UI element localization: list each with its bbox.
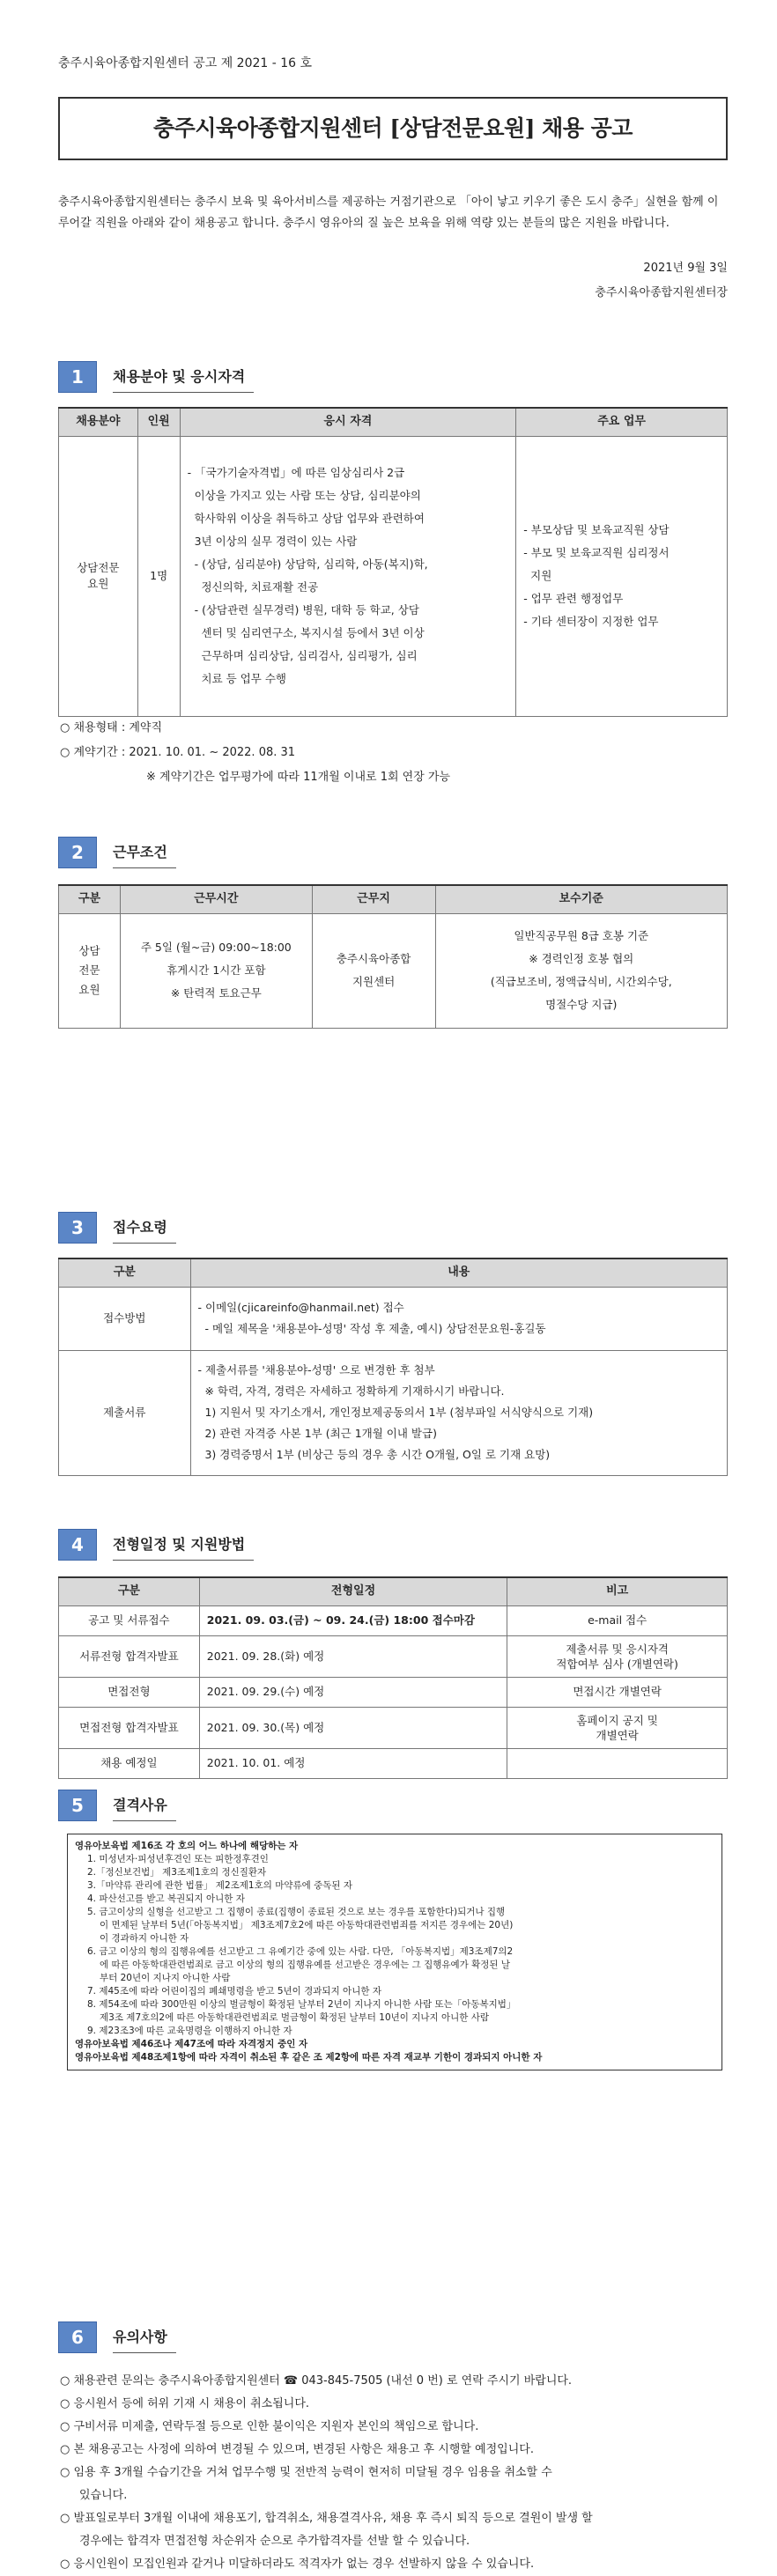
qual-line: - 「국가기술자격법」에 따른 임상심리사 2급: [187, 466, 405, 480]
place-line: 지원센터: [352, 975, 396, 989]
note-line: 경우에는 합격자 면접전형 차순위자 순으로 추가합격자를 선발 할 수 있습니다.: [79, 2535, 470, 2548]
col-header: 구분: [59, 1258, 191, 1287]
disqualification-line: 8. 제54조에 따라 300만원 이상의 벌금형이 확정된 날부터 2년이 지나지 아니한 사람 또는「아동복지법」: [87, 1999, 516, 2010]
note-line: ○ 임용 후 3개월 수습기간을 거쳐 업무수행 및 전반적 능력이 현저히 미달될 경우 임용을 취소할 수: [60, 2466, 552, 2479]
row-label: 접수방법: [59, 1287, 191, 1350]
section-title: 채용분야 및 응시자격: [113, 361, 254, 393]
disqualification-line: 부터 20년이 지나지 아니한 사람: [100, 1973, 231, 1983]
notes-list: [60, 2370, 728, 2576]
schedule-cell: 2021. 09. 28.(화) 예정: [199, 1635, 507, 1677]
section-6-heading: [58, 2321, 176, 2353]
schedule-cell: 2021. 09. 30.(목) 예정: [199, 1707, 507, 1748]
content-line: 1) 지원서 및 자기소개서, 개인정보제공동의서 1부 (첨부파일 서식양식으로 기재): [197, 1406, 594, 1420]
section-1-heading: [58, 361, 254, 393]
duty-line: - 기타 센터장이 지정한 업무: [523, 615, 659, 629]
content-line: 2) 관련 자격증 사본 1부 (최근 1개월 이내 발급): [197, 1427, 437, 1441]
disqualification-line: 7. 제45조에 따라 어린이집의 폐쇄명령을 받고 5년이 경과되지 아니한 자: [87, 1986, 381, 1997]
section-number: 4: [58, 1529, 97, 1561]
content-line: - 메일 제목을 '채용분야-성명' 작성 후 제출, 예시) 상담전문요원-홍길동: [197, 1322, 546, 1336]
note-line: 있습니다.: [79, 2489, 128, 2502]
col-header: 응시 자격: [180, 408, 516, 436]
col-header: 인원: [137, 408, 180, 436]
section-title: 전형일정 및 지원방법: [113, 1529, 254, 1561]
disqualification-line: 5. 금고이상의 실형을 선고받고 그 집행이 종료(집행이 종료된 것으로 보는 경우를 포함한다)되거나 집행: [87, 1907, 506, 1917]
disqualification-line: 이 면제된 날부터 5년(「아동복지법」 제3조제7호2에 따른 아동학대관련범죄를 저지른 경우에는 20년): [100, 1920, 514, 1930]
content-line: ※ 학력, 자격, 경력은 자세하고 정확하게 기재하시기 바랍니다.: [197, 1384, 505, 1399]
duty-line: - 업무 관련 행정업무: [523, 592, 624, 606]
hours-line: 휴게시간 1시간 포함: [166, 963, 266, 978]
disqualification-line: 4. 파산선고를 받고 복권되지 아니한 자: [87, 1893, 245, 1904]
place-line: 충주시육아종합: [336, 952, 411, 966]
col-header: 구분: [59, 885, 121, 913]
section-number: 1: [58, 361, 97, 393]
section-number: 6: [58, 2321, 97, 2353]
disqualification-box: [67, 1834, 722, 2070]
section-title: 유의사항: [113, 2321, 176, 2353]
pay-line: (직급보조비, 정액급식비, 시간외수당,: [490, 975, 672, 989]
qualification-cell: [180, 436, 516, 716]
content-line: - 이메일(cjicareinfo@hanmail.net) 접수: [197, 1301, 404, 1315]
disqualification-line: 이 경과하지 아니한 자: [100, 1933, 189, 1944]
section-number: 3: [58, 1212, 97, 1244]
content-line: - 제출서류를 '채용분야-성명' 으로 변경한 후 첨부: [197, 1363, 435, 1377]
disqualification-line: 1. 미성년자·피성년후견인 또는 피한정후견인: [87, 1854, 269, 1864]
note-line: ○ 본 채용공고는 사정에 의하여 변경될 수 있으며, 변경된 사항은 채용고 후 시행할 예정입니다.: [60, 2443, 534, 2456]
pay-line: ※ 경력인정 호봉 협의: [529, 952, 634, 966]
qual-line: 학사학위 이상을 취득하고 상담 업무와 관련하여: [187, 512, 425, 526]
row-label: 공고 및 서류접수: [59, 1605, 200, 1635]
section-2-heading: [58, 837, 176, 868]
disqualification-line: 6. 금고 이상의 형의 집행유예를 선고받고 그 유예기간 중에 있는 사람. 다만, 「아동복지법」제3조제7의2: [87, 1946, 514, 1957]
note-line: ○ 구비서류 미제출, 연락두절 등으로 인한 불이익은 지원자 본인의 책임으로 합니다.: [60, 2420, 479, 2433]
section-4-heading: [58, 1529, 254, 1561]
disqualification-line: 2.「정신보건법」 제3조제1호의 정신질환자: [87, 1867, 267, 1878]
col-header: 구분: [59, 1577, 200, 1605]
col-header: 전형일정: [199, 1577, 507, 1605]
disqualification-line: 9. 제23조3에 따른 교육명령을 이행하지 아니한 자: [87, 2026, 292, 2036]
duties-cell: [516, 436, 728, 716]
row-content: [190, 1287, 727, 1350]
application-table: [58, 1258, 728, 1476]
note-cell: [507, 1748, 728, 1778]
disqualification-line: 에 따른 아동학대관련범죄로 금고 이상의 형의 집행유예를 선고받은 경우에는 그 집행유예가 확정된 날: [100, 1960, 511, 1970]
qual-line: 근무하며 심리상담, 심리검사, 심리평가, 심리: [187, 649, 418, 663]
notice-date: 2021년 9월 3일: [643, 262, 728, 275]
note-line: ○ 응시인원이 모집인원과 같거나 미달하더라도 적격자가 없는 경우 선발하지 않을 수 있습니다.: [60, 2558, 535, 2571]
duty-line: - 부모상담 및 보육교직원 상담: [523, 523, 670, 537]
category-cell: 상담 전문 요원: [59, 913, 121, 1028]
contract-period: ○ 계약기간 : 2021. 10. 01. ~ 2022. 08. 31: [60, 746, 296, 759]
pay-cell: [435, 913, 728, 1028]
section-title: 접수요령: [113, 1212, 176, 1244]
row-label: 서류전형 합격자발표: [59, 1635, 200, 1677]
row-label: 면접전형: [59, 1677, 200, 1707]
qual-line: 이상을 가지고 있는 사람 또는 상담, 심리분야의: [187, 489, 421, 503]
disqualification-line: 제3조 제7호의2에 따른 아동학대관련범죄로 벌금형이 확정된 날부터 10년이 지나지 아니한 사람: [100, 2012, 490, 2023]
row-label: 채용 예정일: [59, 1748, 200, 1778]
count-cell: 1명: [137, 436, 180, 716]
disqualification-line: 3.「마약류 관리에 관한 법률」 제2조제1호의 마약류에 중독된 자: [87, 1880, 353, 1891]
note-line: ○ 발표일로부터 3개월 이내에 채용포기, 합격취소, 채용결격사유, 채용 후 즉시 퇴직 등으로 결원이 발생 할: [60, 2512, 593, 2525]
col-header: 근무지: [312, 885, 435, 913]
qual-line: 3년 이상의 실무 경력이 있는 사람: [187, 535, 358, 549]
disqualification-line: 영유아보육법 제16조 각 호의 어느 하나에 해당하는 자: [75, 1841, 299, 1851]
work-conditions-table: [58, 884, 728, 1029]
qual-line: 치료 등 업무 수행: [187, 672, 286, 686]
page-title: 충주시육아종합지원센터 [상담전문요원] 채용 공고: [58, 97, 728, 160]
col-header: 보수기준: [435, 885, 728, 913]
disqualification-line: 영유아보육법 제48조제1항에 따라 자격이 취소된 후 같은 조 제2항에 따른 자격 재교부 기한이 경과되지 아니한 자: [75, 2052, 543, 2063]
pay-line: 명절수당 지급): [545, 998, 618, 1012]
place-cell: [312, 913, 435, 1028]
section-title: 근무조건: [113, 837, 176, 868]
section-number: 2: [58, 837, 97, 868]
notice-number: 충주시육아종합지원센터 공고 제 2021 - 16 호: [58, 56, 313, 70]
qual-line: 정신의학, 치료재활 전공: [187, 580, 319, 594]
hours-line: 주 5일 (월~금) 09:00~18:00: [140, 941, 292, 955]
disqualification-line: 영유아보육법 제46조나 제47조에 따라 자격정지 중인 자: [75, 2039, 308, 2049]
qual-line: 센터 및 심리연구소, 복지시설 등에서 3년 이상: [187, 626, 425, 640]
qual-line: - (상담관련 실무경력) 병원, 대학 등 학교, 상담: [187, 603, 419, 617]
note-cell: 제출서류 및 응시자격 적합여부 심사 (개별연락): [507, 1635, 728, 1677]
field-cell: 상담전문 요원: [59, 436, 138, 716]
duty-line: 지원: [523, 569, 552, 583]
schedule-cell: 2021. 09. 03.(금) ~ 09. 24.(금) 18:00 접수마감: [199, 1605, 507, 1635]
section-3-heading: [58, 1212, 176, 1244]
section-title: 결격사유: [113, 1790, 176, 1821]
row-content: [190, 1350, 727, 1475]
note-line: ○ 응시원서 등에 허위 기재 시 채용이 취소됩니다.: [60, 2397, 310, 2410]
col-header: 내용: [190, 1258, 727, 1287]
col-header: 주요 업무: [516, 408, 728, 436]
employment-type: ○ 채용형태 : 계약직: [60, 721, 163, 734]
content-line: 3) 경력증명서 1부 (비상근 등의 경우 총 시간 O개월, O일 로 기재 요망): [197, 1448, 551, 1462]
row-label: 제출서류: [59, 1350, 191, 1475]
schedule-cell: 2021. 09. 29.(수) 예정: [199, 1677, 507, 1707]
qual-line: - (상담, 심리분야) 상담학, 심리학, 아동(복지)학,: [187, 557, 428, 572]
col-header: 비고: [507, 1577, 728, 1605]
duty-line: - 부모 및 보육교직원 심리정서: [523, 546, 670, 560]
note-line: ○ 채용관련 문의는 충주시육아종합지원센터 ☎ 043-845-7505 (내선 0 번) 로 연락 주시기 바랍니다.: [60, 2374, 573, 2388]
pay-line: 일반직공무원 8급 호봉 기준: [514, 929, 649, 943]
intro-paragraph: 충주시육아종합지원센터는 충주시 보육 및 육아서비스를 제공하는 거점기관으로 「아이 낳고 키우기 좋은 도시 충주」실현을 함께 이루어갈 직원을 아래와 같이 채용공고 합니다. 충주시 영유아의 질 높은 보육을 위해 역량 있는 분들의 많은 지원을 바랍니다.: [58, 196, 719, 230]
recruitment-table: [58, 407, 728, 717]
contract-note: ※ 계약기간은 업무평가에 따라 11개월 이내로 1회 연장 가능: [146, 771, 451, 784]
note-cell: e-mail 접수: [507, 1605, 728, 1635]
note-cell: 면접시간 개별연락: [507, 1677, 728, 1707]
schedule-table: [58, 1576, 728, 1779]
hours-cell: [120, 913, 312, 1028]
section-5-heading: [58, 1790, 176, 1821]
row-label: 면접전형 합격자발표: [59, 1707, 200, 1748]
col-header: 근무시간: [120, 885, 312, 913]
issuer: 충주시육아종합지원센터장: [595, 286, 728, 299]
section-number: 5: [58, 1790, 97, 1821]
col-header: 채용분야: [59, 408, 138, 436]
schedule-cell: 2021. 10. 01. 예정: [199, 1748, 507, 1778]
note-cell: 홈페이지 공지 및 개별연락: [507, 1707, 728, 1748]
hours-line: ※ 탄력적 토요근무: [170, 986, 262, 1000]
